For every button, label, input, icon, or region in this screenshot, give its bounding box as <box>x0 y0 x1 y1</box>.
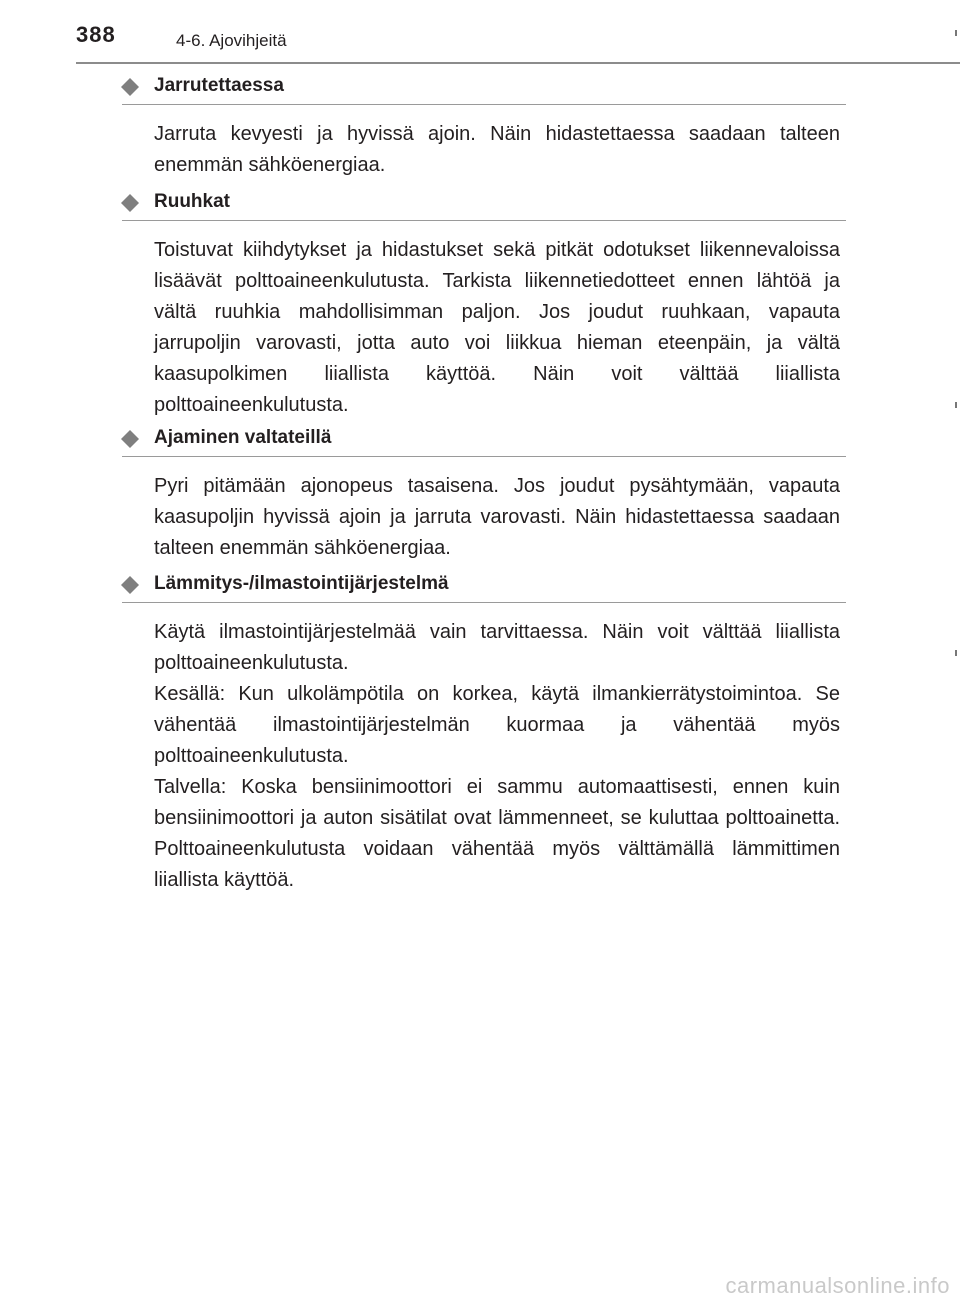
paragraph: Toistuvat kiihdytykset ja hidastukset sekä pitkät odotukset liikennevaloissa lisäävät polttoaineenkulutusta. Tarkista liikennetiedotteet ennen lähtöä ja vältä ruuhkia mahdollisimman paljon. Jos joudut ruuhkaan, vapauta jarrupoljin varovasti, jotta auto voi liikkua hieman eteenpäin, ja vältä kaasupolkimen liiallista käyttöä. Näin voit välttää liiallista polttoaineenkulutusta. <box>154 239 840 416</box>
watermark: carmanualsonline.info <box>725 1273 950 1298</box>
section-rule <box>122 104 846 105</box>
section-body <box>154 617 840 896</box>
paragraph: Jarruta kevyesti ja hyvissä ajoin. Näin hidastettaessa saadaan talteen enemmän sähköenergiaa. <box>154 123 840 176</box>
paragraph: Pyri pitämään ajonopeus tasaisena. Jos joudut pysähtymään, vapauta kaasupoljin hyvissä ajoin ja jarruta varovasti. Näin hidastettaessa saadaan talteen enemmän sähköenergiaa. <box>154 475 840 559</box>
paragraph: Talvella: Koska bensiinimoottori ei sammu automaattisesti, ennen kuin bensiinimoottori ja auton sisätilat ovat lämmenneet, se kuluttaa polttoainetta. Polttoaineenkulutusta voidaan vähentää myös välttämällä lämmittimen liiallista käyttöä. <box>154 776 840 891</box>
section-body <box>154 235 840 421</box>
edge-tick-mark <box>955 30 957 36</box>
section-body <box>154 119 840 181</box>
header-rule <box>76 62 960 64</box>
chapter-title: 4-6. Ajovihjeitä <box>176 31 287 50</box>
section-title: Lämmitys-/ilmastointijärjestelmä <box>154 573 449 594</box>
section-title: Ajaminen valtateillä <box>154 427 332 448</box>
page-header <box>0 0 960 66</box>
section-rule <box>122 456 846 457</box>
section-title: Ruuhkat <box>154 191 230 212</box>
page-number: 388 <box>76 22 116 47</box>
section-rule <box>122 220 846 221</box>
section-rule <box>122 602 846 603</box>
edge-tick-mark <box>955 402 957 408</box>
diamond-icon <box>121 430 139 448</box>
diamond-icon <box>121 576 139 594</box>
section-body <box>154 471 840 564</box>
diamond-icon <box>121 194 139 212</box>
diamond-icon <box>121 78 139 96</box>
paragraph: Käytä ilmastointijärjestelmää vain tarvittaessa. Näin voit välttää liiallista polttoaineenkulutusta. <box>154 621 840 674</box>
section-title: Jarrutettaessa <box>154 75 284 96</box>
paragraph: Kesällä: Kun ulkolämpötila on korkea, käytä ilmankierrätystoimintoa. Se vähentää ilmastointijärjestelmän kuormaa ja vähentää myös polttoaineenkulutusta. <box>154 683 840 767</box>
edge-tick-mark <box>955 650 957 656</box>
